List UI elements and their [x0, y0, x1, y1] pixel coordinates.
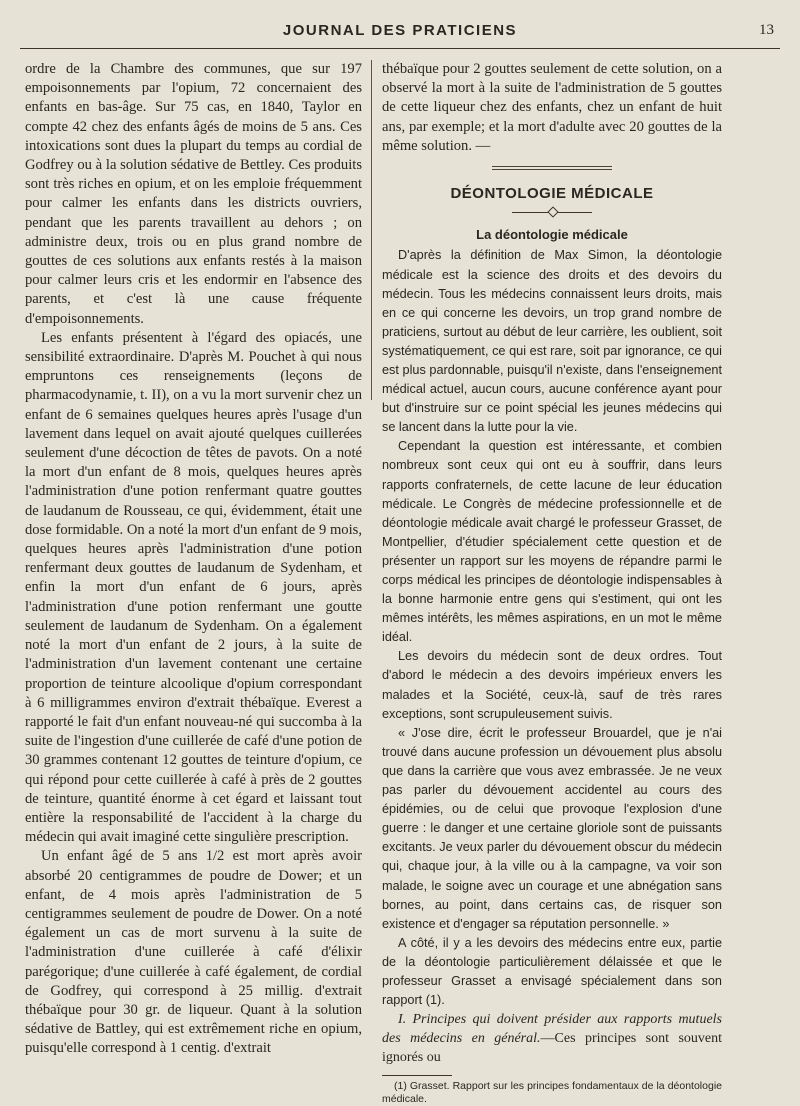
subsection-title: La déontologie médicale — [476, 227, 628, 243]
page-header — [20, 18, 780, 49]
italic-heading: I. Principes qui doivent présider aux rapports mutuels des médecins en général. — [382, 1012, 722, 1047]
paragraph: ordre de la Chambre des communes, que sur 197 empoisonnements par l'opium, 72 concernaient des enfants en bas-âge. Sur 75 cas, en 1840, Taylor en compte 42 chez des enfants âgés de moins de 5 ans. Ces intoxications sont dues la plupart du temps au cordial de Godfrey ou à la solution sédative de Bettley. Ces produits sont très riches en opium, et on les emploie fréquemment pour calmer les enfants dans les districts ouvriers, pendant que les parents travaillent au dehors ; on administre deux, trois ou en plus grand nombre de gouttes de ces solutions aux enfants restés à la maison pour calmer leurs cris et les endormir en l'absence des parents, et c'est là une cause fréquente d'empoisonnements. — [25, 61, 362, 327]
section-separator — [492, 166, 612, 170]
paragraph — [382, 1010, 722, 1067]
paragraph: Cependant la question est intéressante, et combien nombreux sont ceux qui ont eu à souffrir, dans leurs rapports confraternels, de cette lacune de leur éducation médicale. Le Congrès de médecine professionnelle et de déontologie médicale avait chargé le professeur Grasset, de Montpellier, d'étudier spécialement cette question et de présenter un rapport sur les moyens de répandre parmi le corps médical les principes de déontologie indispensables à la bonne harmonie entre gens qui s'estiment, qui ont les mêmes intérêts, les mêmes aspirations, en un mot le même idéal. — [382, 439, 722, 645]
footnote-rule — [382, 1075, 452, 1076]
paragraph: D'après la définition de Max Simon, la déontologie médicale est la science des droits et des devoirs du médecin. Tous les médecins connaissent leurs droits, mais en ce qui concerne les devoirs, un trop grand nombre de praticiens, surtout au début de leur carrière, les oublient, soit systématiquement, ce qui est rare, soit par ignorance, ce qui est plus pardonnable, puisqu'il n'existe, dans l'enseignement médical actuel, aucun cours, aucune conférence ayant pour but d'instruire sur ce point spécial les jeunes médecins qui se lancent dans la lutte pour la vie. — [382, 248, 722, 435]
section-title: DÉONTOLOGIE MÉDICALE — [450, 185, 654, 203]
paragraph: A côté, il y a les devoirs des médecins entre eux, partie de la déontologie particulièrement délaissée et que le professeur Grasset a envisagé spécialement dans son rapport (1). — [382, 935, 722, 1008]
paragraph: Un enfant âgé de 5 ans 1/2 est mort après avoir absorbé 20 centigrammes de poudre de Dower; et un enfant, de 4 mois après l'administration de 5 centigrammes seulement de poudre de Dower. On a noté également un cas de mort survenu à la suite de l'administration d'une cuillerée à café d'élixir parégorique; d'une cuillerée à café également, de cordial de Godfrey, qui correspond à 25 millig. d'extrait thébaïque pour 30 gr. de liqueur. Quant à la solution sédative de Battley, qui est extrêmement riche en opium, puisqu'elle correspond à 1 centig. d'extrait — [25, 848, 362, 1057]
article-body — [382, 246, 722, 1106]
right-column — [382, 60, 722, 1106]
paragraph: Les enfants présentent à l'égard des opiacés, une sensibilité extraordinaire. D'après M. Pouchet à qui nous empruntons ces renseignements (leçons de pharmacodynamie, t. II), on a vu la mort survenir chez un enfant de 6 semaines quelques heures après l'usage d'un lavement dans lequel on avait ajouté quelques cuillerées seulement d'une décoction de têtes de pavots. On a noté la mort d'un enfant de 8 mois, quelques heures après l'administration d'une potion renfermant quatre gouttes de laudanum de Rousseau, ce qui, évidemment, était une dose formidable. On a noté la mort d'un enfant de 9 mois, quelques heures après l'administration d'une potion renfermant deux gouttes de laudanum de Sydenham, et enfin la mort d'un enfant de 6 jours, après l'administration d'une potion renfermant une goutte seulement de laudanum de Sydenham. On a également noté la mort d'un enfant de 2 jours, à la suite de l'administration d'un lavement contenant une certaine proportion de teinture alcoolique d'opium correspondant à 6 milligrammes environ d'extrait thébaïque. Everest a rapporté le fait d'un enfant nouveau-né qui succomba à la suite de l'ingestion d'une cuillerée de café d'une potion de 30 grammes contenant 12 gouttes de teinture d'opium, ce qui répond pour cette cuillerée à café à près de 2 gouttes de teinture, quantité énorme à cet égard et laissant tout entière la responsabilité de l'accident à la charge du médecin qui avait imaginé cette singulière prescription. — [25, 329, 362, 846]
running-title: JOURNAL DES PRATICIENS — [282, 22, 518, 39]
footnote: (1) Grasset. Rapport sur les principes fondamentaux de la déontologie médicale. — [382, 1080, 722, 1106]
left-column — [25, 60, 362, 1059]
page-number: 13 — [759, 22, 774, 38]
paragraph-rest: —Ces principes sont souvent ignorés ou — [382, 1031, 722, 1066]
column-divider — [371, 60, 372, 400]
title-ornament — [512, 207, 592, 217]
paragraph: « J'ose dire, écrit le professeur Brouardel, que je n'ai trouvé dans aucune profession un dévouement plus absolu que dans la carrière que vous avez embrassée. Je ne veux pas parler du dévouement accidentel au cours des épidémies, ou de celui que provoque l'explosion d'une guerre : le danger et une certaine gloriole sont de puissants excitants. Je veux parler du dévouement obscur du médecin qui, chaque jour, à la ville ou à la campagne, va voir son malade, le soigne avec un courage et une abnégation sans bornes, au point, dans certains cas, de risquer son existence et d'engager sa réputation personnelle. » — [382, 725, 722, 931]
paragraph: Les devoirs du médecin sont de deux ordres. Tout d'abord le médecin a des devoirs impérieux envers les malades et la Société, ceux-là, sauf de très rares exceptions, sont scrupuleusement suivis. — [382, 649, 722, 721]
paragraph: thébaïque pour 2 gouttes seulement de cette solution, on a observé la mort à la suite de l'administration de 5 gouttes de cette liqueur chez des enfants, chez un enfant de huit ans, par exemple; et la mort d'adulte avec 20 gouttes de la même solution. — — [382, 61, 722, 154]
